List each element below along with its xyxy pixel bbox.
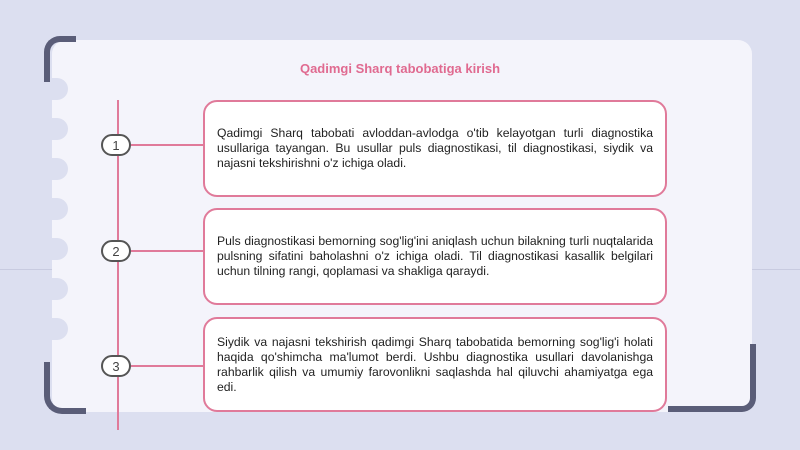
timeline-connector	[131, 144, 204, 146]
timeline-item-1	[203, 100, 667, 197]
card-notch	[52, 158, 68, 180]
timeline-connector	[131, 365, 204, 367]
timeline-node-1: 1	[101, 134, 131, 156]
timeline-connector	[131, 250, 204, 252]
timeline-item-3	[203, 317, 667, 412]
timeline-item-2	[203, 208, 667, 305]
slide-title: Qadimgi Sharq tabobatiga kirish	[299, 61, 501, 76]
timeline-node-2: 2	[101, 240, 131, 262]
timeline-node-3: 3	[101, 355, 131, 377]
card-notch	[52, 198, 68, 220]
card-notch	[52, 278, 68, 300]
timeline-item-text: Qadimgi Sharq tabobati avloddan-avlodga o'tib kelayotgan turli diagnostika usullariga tayangan. Bu usullar puls diagnostikasi, til diagnostikasi, siydik va najasni tekshirishni o'z ichiga oladi.	[217, 126, 653, 170]
card-notch	[52, 118, 68, 140]
timeline-item-text: Siydik va najasni tekshirish qadimgi Sharq tabobatida bemorning sog'lig'i holati haqida qo'shimcha ma'lumot berdi. Ushbu diagnostika usullari davolanishga rahbarlik qilish va umumiy farovonlikni saqlashda hal qiluvchi ahamiyatga ega edi.	[217, 334, 653, 394]
card-notch	[52, 318, 68, 340]
timeline-item-text: Puls diagnostikasi bemorning sog'lig'ini aniqlash uchun bilakning turli nuqtalarida pulsning sifatini baholashni o'z ichiga oladi. Til diagnostikasi kasallik belgilari uchun tilning rangi, qoplamasi va shakliga qaraydi.	[217, 234, 653, 278]
card-notch	[52, 238, 68, 260]
corner-bracket-bottom-right	[668, 344, 756, 412]
corner-bracket-bottom-left	[44, 362, 86, 414]
